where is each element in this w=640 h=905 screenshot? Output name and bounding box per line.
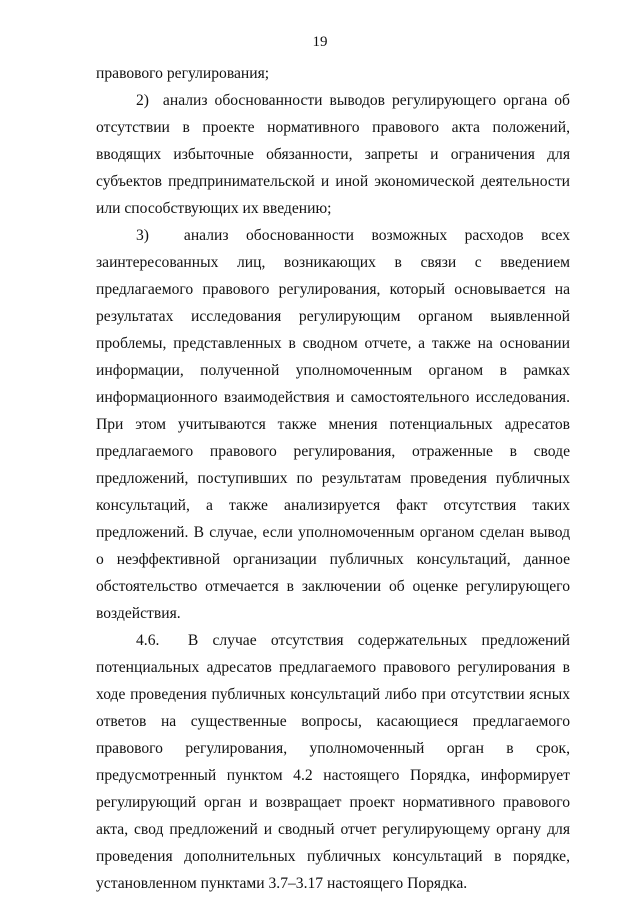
paragraph-item-2: 2) анализ обоснованности выводов регулирующего органа об отсутствии в проекте нормативного правового акта положений, вводящих избыточные обязанности, запреты и ограничения для субъектов предпринимательской и иной экономической деятельности или способствующих их введению; xyxy=(96,92,570,217)
paragraph-4-6: 4.6. В случае отсутствия содержательных предложений потенциальных адресатов предлагаемого правового регулирования в ходе проведения публичных консультаций либо при отсутствии ясных ответов на существенные вопросы, касающиеся предлагаемого правового регулирования, уполномоченный орган в срок, предусмотренный пунктом 4.2 настоящего Порядка, информирует регулирующий орган и возвращает проект нормативного правового акта, свод предложений и сводный отчет регулирующему органу для проведения дополнительных публичных консультаций в порядке, установленном пунктами 3.7–3.17 настоящего Порядка. xyxy=(96,632,570,892)
paragraph-item-3: 3) анализ обоснованности возможных расходов всех заинтересованных лиц, возникающих в связи с введением предлагаемого правового регулирования, который основывается на результатах исследования регулирующим органом выявленной проблемы, представленных в сводном отчете, а также на основании информации, полученной уполномоченным органом в рамках информационного взаимодействия и самостоятельного исследования. При этом учитываются также мнения потенциальных адресатов предлагаемого правового регулирования, отраженные в своде предложений, поступивших по результатам проведения публичных консультаций, а также анализируется факт отсутствия таких предложений. В случае, если уполномоченным органом сделан вывод о неэффективной организации публичных консультаций, данное обстоятельство отмечается в заключении об оценке регулирующего воздействия. xyxy=(96,227,570,622)
paragraph-continuation: правового регулирования; xyxy=(96,65,270,82)
document-body xyxy=(96,60,570,897)
page-number: 19 xyxy=(312,34,328,50)
